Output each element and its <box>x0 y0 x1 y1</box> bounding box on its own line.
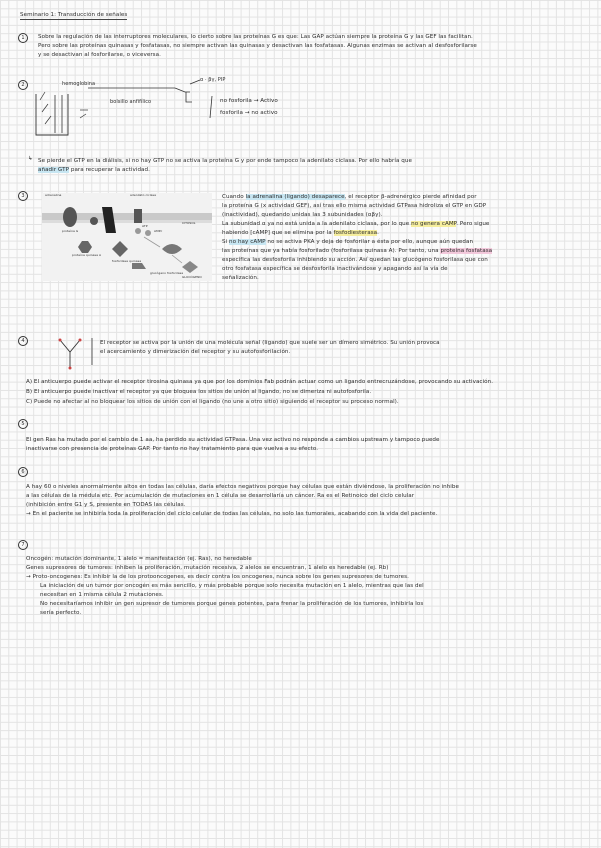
s7-line-3: → Proto-oncogenes: Es inhibir la de los protooncogenes, es decir contra los oncogenes, nunca sobre los genes supresores de tumores. <box>26 573 409 581</box>
s2-bullet-line-1: Se pierde el GTP en la diálisis, si no hay GTP no se activa la proteína G y por ende tampoco la adenilato ciclasa. Por ello habría que <box>38 158 412 164</box>
s2-note-2: fosforila → no activo <box>220 110 278 116</box>
s3-highlight-no-camp: no genera cAMP <box>411 221 457 227</box>
s4-option-b: B) El anticuerpo puede inactivar el receptor ya que bloquea los sitios de unión al ligando, no se dimeriza ni autofosforila. <box>26 389 372 395</box>
s2-label-hemoglobina: hemoglobina <box>62 81 96 87</box>
s6-line-4: → En el paciente se inhibiría toda la proliferación del ciclo celular de todas las células, no solo las tumorales, acabando con la vida del paciente. <box>26 510 437 518</box>
s6-line-1: A hay 60 o niveles anormalmente altos en todas las células, daría efectos negativos porque hay células que están diviéndose, la proliferación no inhibe <box>26 484 459 490</box>
s3-highlight-adrenalina: la adrenalina (ligando) desaparece <box>245 194 345 200</box>
section-number-6: 6 <box>18 467 28 477</box>
section-number-4: 4 <box>18 336 28 346</box>
s7-line-2: Genes supresores de tumores: inhiben la proliferación, mutación recesiva, 2 alelos se encuentran, 1 alelo es heredable (ej. Rb) <box>26 565 389 571</box>
s3-line-1: Cuando la adrenalina (ligando) desaparece, el receptor β-adrenérgico pierde afinidad por <box>222 194 477 200</box>
s3-line-8: específica las desfosforila inhibiendo su acción. Así quedan las glucógeno fosforilasa que con <box>222 257 488 263</box>
s3-line-2: la proteína G (x actividad GEF), así tras ello misma actividad GTPasa hidroliza el GTP en GDP <box>222 203 487 209</box>
fig-label-citosol: CITOSOL <box>182 221 196 225</box>
s2-bullet-line-2-rest: para recuperar la actividad. <box>70 167 150 173</box>
s5-line-1: El gen Ras ha mutado por el cambio de 1 aa, ha perdido su actividad GTPasa. Una vez activo no responde a cambios upstream y tampoco puede <box>26 437 440 443</box>
s3-highlight-no-hay-camp: no hay cAMP <box>229 239 266 245</box>
s2-label-right: α · βγ, PIP <box>200 77 226 83</box>
s7-line-1: Oncogén: mutación dominante, 1 alelo = manifestación (ej. Ras), no heredable <box>26 556 252 562</box>
fig-label-pka: proteína quinasa A <box>72 253 102 257</box>
s7-line-5: necesitan en 1 misma célula 2 mutaciones. <box>40 592 164 598</box>
s3-line-6: Si no hay cAMP no se activa PKA y deja de fosforilar a ésta por ello, aunque aún quedan <box>222 239 474 245</box>
fig-label-atp: ATP <box>142 224 148 228</box>
section-number-2: 2 <box>18 80 28 90</box>
s3-line-5: habiendo [cAMP] que se elimina por la fosfodiesterasa. <box>222 230 379 236</box>
fig-label-adenilato: adenilato ciclasa <box>130 193 157 197</box>
s1-line-2: Pero sobre las proteínas quinasas y fosfatasas, no siempre activan las quinasas y desactivan las fosfatasas. Algunas enzimas se activan al desfosforilarse <box>38 43 477 49</box>
fig-label-adrenalina: adrenalina <box>45 193 62 197</box>
s4-option-c: C) Puede no afectar al no bloquear los sitios de unión con el ligando (no une a otro sitio) siguiendo el receptor su proceso normal). <box>26 399 399 405</box>
section-number-1: 1 <box>18 33 28 43</box>
section-number-3: 3 <box>18 191 28 201</box>
s5-line-2: inactivarse con presencia de proteínas GAP. Por tanto no hay tratamiento para que vuelva a su efecto. <box>26 446 319 452</box>
section-number-7: 7 <box>18 540 28 550</box>
s4-line-2: el acercamiento y dimerización del receptor y su autofosforilación. <box>100 349 291 355</box>
s3-highlight-fosfodiesterasa: fosfodiesterasa <box>333 230 378 236</box>
s3-highlight-fosfatasa: proteína fosfatasa <box>440 248 493 254</box>
s3-line-3: (inactividad), quedando unidas las 3 subunidades (αβγ). <box>222 212 383 218</box>
s4-option-a: A) El anticuerpo puede activar el receptor tirosina quinasa ya que por los dominios Fab podrán actuar como un ligando entrecruzándose, provocando su activación. <box>26 379 494 385</box>
s2-highlight-gtp: añadir GTP <box>38 167 70 173</box>
s3-line-7: las proteínas que ya había fosforilado (fosforilasa quinasa A). Por tanto, una proteína fosfatasa <box>222 248 493 254</box>
fig-label-glucogeno: GLUCÓGENO <box>182 275 202 279</box>
fig-label-glucogeno-fosforilasa: glucógeno fosforilasa <box>150 271 184 275</box>
s4-line-1: El receptor se activa por la unión de una molécula señal (ligando) que suele ser un dímero simétrico. Su unión provoca <box>100 340 440 346</box>
s2-note-1: no fosforila → Activo <box>220 98 278 104</box>
s7-line-6: No necesitaríamos inhibir un gen supresor de tumores porque genes potentes, para frenar la proliferación de los tumores, inhibirla los <box>40 601 424 607</box>
s6-line-3: (inhibición entre G1 y S, presente en TODAS las células. <box>26 502 186 508</box>
fig-label-fosforilasa-quinasa: fosforilasa quinasa <box>112 259 142 263</box>
s2-label-bolsillo: bolsillo anfifílico <box>110 99 152 105</box>
s3-line-4: La subunidad α ya no está unida a la adenilato ciclasa, por lo que no genera cAMP. Pero sigue <box>222 221 490 227</box>
s3-line-10: señalización. <box>222 275 259 281</box>
s7-line-7: sería perfecto. <box>40 610 82 616</box>
page-title: Seminario 1: Transducción de señales <box>20 11 127 20</box>
s3-line-9: otro fosfatasa específica se desfosforila inactivándose y apagando así la vía de <box>222 266 448 272</box>
s1-line-1: Sobre la regulación de las interruptores moleculares, lo cierto sobre las proteínas G es que: Las GAP actúan siempre la proteína G y las GEF las facilitan. <box>38 34 473 40</box>
s7-line-4: La iniciación de un tumor por oncogén es más sencillo, y más probable porque solo necesita mutación en 1 alelo, mientras que las del <box>40 583 424 589</box>
fig-label-ampc: AMPc <box>154 229 163 233</box>
s2-bullet-mark: ↳ <box>28 156 33 162</box>
s1-line-3: y se desactivan al fosforilarse, o viceversa. <box>38 52 161 58</box>
fig-label-proteina-g: proteína G <box>62 229 79 233</box>
s6-line-2: a las células de la médula etc. Por acumulación de mutaciones en 1 célula se desarrollaría un cáncer. Ra es el Retinoico del ciclo celular <box>26 493 415 499</box>
section-number-5: 5 <box>18 419 28 429</box>
